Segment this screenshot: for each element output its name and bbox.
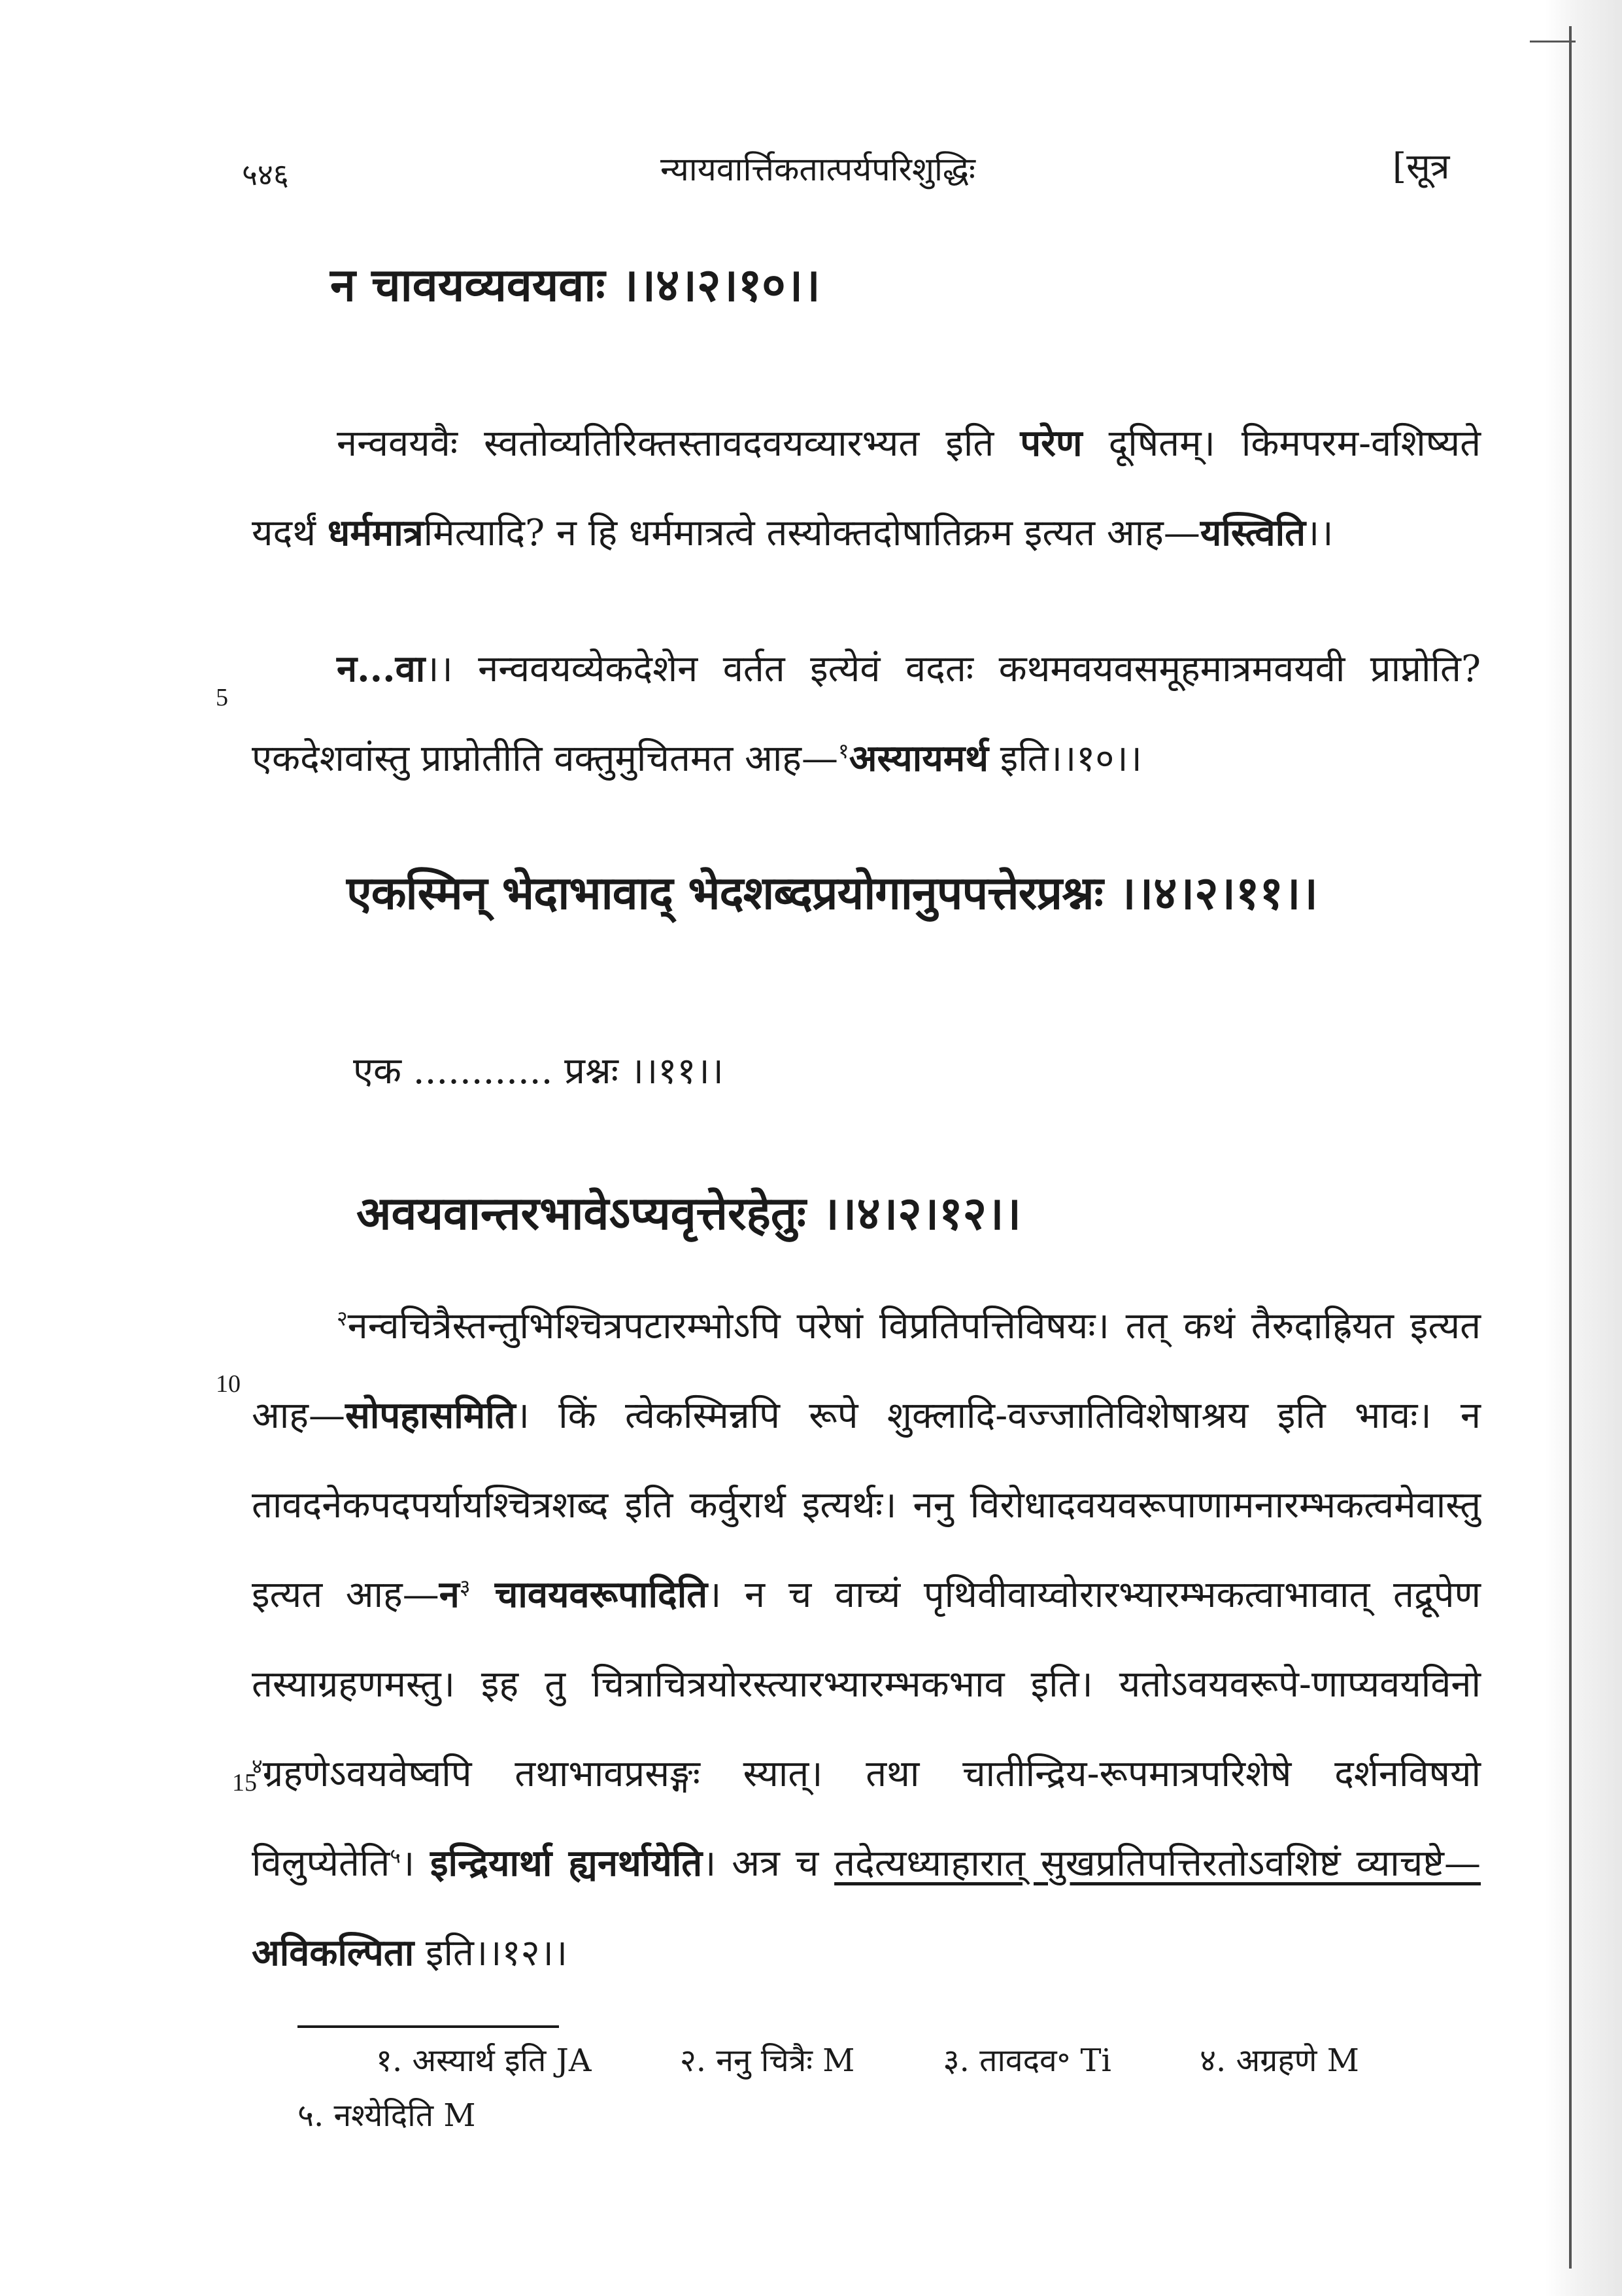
page-number: ५४६ <box>242 157 289 192</box>
bold-term: इन्द्रियार्था ह्यनर्थायेति <box>430 1842 703 1885</box>
bold-term: धर्ममात्र <box>327 511 424 554</box>
scan-page-edge <box>1545 0 1622 2296</box>
text-run: इति।।१२।। <box>414 1932 568 1974</box>
sutra-text: अवयवान्तरभावेऽप्यवृत्तेरहेतुः <box>356 1186 806 1240</box>
sutra-text: न चावयव्यवयवाः <box>330 258 605 312</box>
bold-term: अविकल्पिता <box>252 1931 414 1974</box>
sutra-11 <box>346 860 1318 922</box>
scan-binding-line <box>1569 26 1572 2269</box>
bold-term: न...वा <box>337 647 426 690</box>
footnotes <box>297 2033 1540 2143</box>
text-run: । न च वाच्यं पृथिवीवाय्वोरारभ्यारम्भकत्वाभावात् तद्रूपेण तस्याग्रहणमस्तु। इह तु चित्राचित्रयोरस्त्यारभ्यारम्भकभाव इति। यतोऽवयवरूपे-णाप्यवयविनो <box>252 1574 1481 1706</box>
text-run: इति।।१०।। <box>988 737 1142 780</box>
line-number-5: 5 <box>216 684 228 711</box>
sutra-number: ।।४।२।११।। <box>1119 866 1318 920</box>
text-run: ।। <box>1306 512 1334 554</box>
sutra-number: ।।४।२।१२।। <box>822 1186 1022 1240</box>
footnote-row <box>297 2033 1540 2088</box>
commentary-sutra-11: एक ............ प्रश्नः ।।११।। <box>353 1050 724 1092</box>
footnote-marker: ५ <box>390 1843 401 1868</box>
bold-term: न <box>439 1573 460 1616</box>
footnote-4: ४. अग्रहणे M <box>1200 2042 1359 2079</box>
bold-term: यस्त्विति <box>1200 511 1306 554</box>
text-run: । <box>400 1842 430 1885</box>
bold-term: सोपहासमिति <box>345 1394 516 1437</box>
text-run: नन्वचित्रैस्तन्तुभिश्चित्रपटारम्भोऽपि परेषां विप्रतिपत्तिविषयः। तत् कथं तैरुदाह्रियत इत्यत आह— <box>252 1305 1481 1437</box>
commentary-paragraph-3 <box>252 1281 1481 1998</box>
footnote-marker: १ <box>838 738 849 764</box>
commentary-paragraph-2 <box>252 624 1481 803</box>
footnote-marker: २ <box>337 1306 348 1331</box>
footnote-marker: ३ <box>459 1574 471 1600</box>
page-header <box>0 141 1543 199</box>
sutra-10 <box>330 252 820 314</box>
sutra-text: एकस्मिन् भेदाभावाद् भेदशब्दप्रयोगानुपपत्तेरप्रश्नः <box>346 866 1103 920</box>
text-run: ग्रहणेऽवयवेष्वपि तथाभावप्रसङ्गः स्यात्। तथा चातीन्द्रिय-रूपमात्रपरिशेषे दर्शनविषयो विलुप्येतेति <box>252 1753 1481 1885</box>
text-run: । किं त्वेकस्मिन्नपि रूपे शुक्लादि-वज्जातिविशेषाश्रय इति भावः। न तावदनेकपदपर्यायश्चित्रशब्द इति कर्वुरार्थ इत्यर्थः। ननु विरोधादवयवरूपाणामनारम्भकत्वमेवास्तु इत्यत आह— <box>252 1394 1481 1616</box>
scan-binding-tick <box>1530 41 1576 42</box>
running-title: न्यायवार्त्तिकतात्पर्यपरिशुद्धिः <box>660 150 975 188</box>
bold-term: चावयवरूपादिति <box>470 1573 708 1616</box>
footnote-divider <box>297 2025 559 2028</box>
bold-term: परेण <box>1020 422 1083 465</box>
text-run: ।। नन्ववयव्येकदेशेन वर्तत इत्येवं वदतः कथमवयवसमूहमात्रमवयवी प्राप्नोति? एकदेशवांस्तु प्राप्नोतीति वक्तुमुचितमत आह— <box>252 648 1481 780</box>
footnote-5: ५. नश्येदिति M <box>297 2097 476 2134</box>
commentary-paragraph-1 <box>252 399 1481 578</box>
sutra-12 <box>356 1180 1021 1243</box>
line-number-15: 15 <box>232 1769 257 1797</box>
text-run: तदेत्यध्याहारात् सुखप्रतिपत्तिरतोऽवशिष्टं व्याचष्टे— <box>834 1842 1481 1885</box>
footnote-3: ३. तावदव॰ Ti <box>943 2042 1111 2079</box>
text-run: । अत्र च <box>702 1842 835 1885</box>
line-number-10: 10 <box>216 1370 241 1398</box>
sutra-number: ।।४।२।१०।। <box>620 258 820 312</box>
footnote-2: २. ननु चित्रैः M <box>679 2042 855 2079</box>
footnote-marker: ४ <box>252 1753 263 1779</box>
text-run: दूषितम्। किमपरम-वशिष्यते यदर्थं <box>252 422 1481 554</box>
text-run: मित्यादि? न हि धर्ममात्रत्वे तस्योक्तदोषातिक्रम इत्यत आह— <box>423 512 1200 554</box>
footnote-1: १. अस्यार्थ इति JA <box>376 2042 592 2079</box>
text-run: नन्ववयवैः स्वतोव्यतिरिक्तस्तावदवयव्यारभ्यत इति <box>337 422 1021 465</box>
footnote-row <box>297 2088 1540 2143</box>
bold-term: अस्यायमर्थ <box>849 737 988 780</box>
section-tag: [सूत्र <box>1393 146 1450 187</box>
